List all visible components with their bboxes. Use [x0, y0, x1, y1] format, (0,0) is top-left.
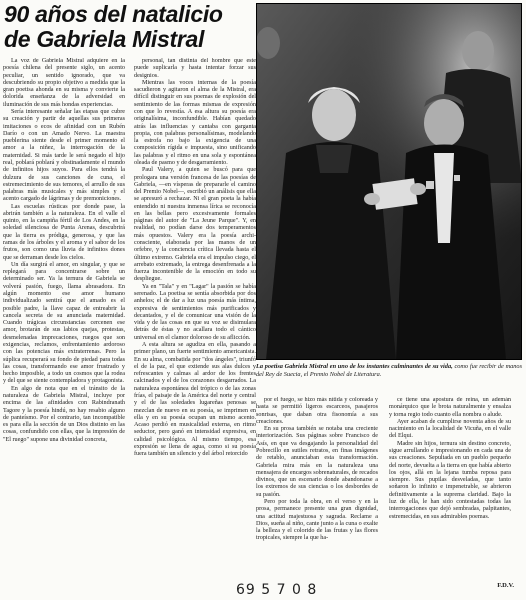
paragraph: ce tiene una apostura de reina, un ademán monárquico que le brota naturalmente y ensalza y torna regio todo cuanto ella nombra o alude. [389, 397, 511, 418]
paragraph: En su prosa también se notaba una creciente interiorización. Sus páginas sobre Francisco de Asís, en que va desgajando la personalidad del Pobrecillo en sutiles retratos, en finas imágenes de retablo, anunciaban esta transformación. Gabriela mira más en la naturaleza una mensajera de encargos sobrenaturales, de recados divinos, que un escenario donde abandonarse a los extremos de sus ciencias o los desbordes de su pasión. [256, 426, 378, 498]
author-signature: F.D.V. [497, 582, 514, 589]
photo-caption [256, 363, 522, 379]
article-column-4 [389, 397, 511, 589]
paragraph: A esta altura se agudiza en ella, pasando a primer plano, un fuerte sentimiento americanista. En su alma, combatida por "dos ángeles", triunfó el de la paz, el que extiende sus alas dulces y refrescantes y calmas al ardor de los frentes calcinados y el de los corazones desgarrados. La naturaleza espontánea del trópico o de las zonas frías, el paisaje de la América del norte y central y el de las soledades lugareñas penosas se mezclan de nuevo en su poesía, se imprimen en ella y en su poesía ocupan un mismo acento. Acaso perdió en musicalidad externa, en ritmo seductor, pero ganó en intensidad expresiva, en calidad psicológica. Al mismo tiempo, esa expresión se llena de agua, como si su poesía fuera también un silencio y del árbol retorcido [134, 341, 256, 458]
paragraph: Ya en "Tala" y en "Lagar" la pasión se había serenado. La poetisa se sentía absorbida por dos anhelos; el de dar a luz una poesía más íntima, expresiva de sentimientos más purificados y decantados, y el de comunicar una visión de la vida y de las cosas en que su voz se disimulara detrás de éstas y no acallara todo el cántico universal en el clamor doloroso de su aflicción. [134, 283, 256, 341]
paragraph: Madre sin hijos, ternura sin destino concreto, sigue arrullando e impresionando en cada una de sus creaciones. Sepultada en un pueblo pequeño del norte, devuelta a la tierra en que había abierto los ojos, allá en la lejana tumba reposa para siempre. Sus pupilas desveladas, que tanto soñaron lo infinito e impenetrable, se abrieron definitivamente a la suprema claridad. Bajo la luz de ella, le han sido contestadas todas las interrogaciones que dejó sembradas, palpitantes, estremecidas, en sus admirables poemas. [389, 440, 511, 520]
paragraph: Un día surgirá el amor, en singular, y que se replegará para concentrarse sobre un determinado ser. Ya la ternura de Gabriela se volverá pasión, fuego, llama abrasadora. En algún momento ese amor humano individualizado sentirá que el amado es el posible padre, la llave capaz de entreabrir la cancela secreta de su anunciada maternidad. Cuando trágicas circunstancias cercenen ese amor, brotarán de sus labios quejas, protestas, desmelenadas imprecaciones, ruegos que son exigencias, reclamos, enfrentamiento ardoroso con las potencias más extraterrenas. Pero la súplica recuperará su fondo de piedad para todas las cosas, transformando ese amor frustrado y hecho imposible, a todo un cosmos que la rodea y del que se siente contempladora y protagonista. [3, 261, 125, 385]
caption-rest: como fue recibir de manos del Rey de Suecia, el Premio Nobel de Literatura. [256, 363, 523, 378]
article-column-2 [134, 58, 256, 589]
paragraph: Paul Valery, a quien se buscó para que prologara una versión francesa de las poesías de Gabriela, —en vísperas de prepararle el camino del Premio Nobel—, escribió un análisis que ella se apresuró a rechazar. Ni el gran poeta la había entendido ni nuestra inmensa lírica se reconocía en las bellas pero excesivamente formales páginas del autor de "La Jeune Parque". Y, en realidad, no podían darse dos temperamentos más opuestos. Valery era la poesía archi-consciente, elaborada por las manos de un orfebre, y la conciencia crítica llevada hasta el último extremo. Gabriela era el impulso ciego, el arrebato extremado, la entrega desenfrenada a la fuerza incontenible de la emoción en todo su despliegue. [134, 167, 256, 283]
paragraph: Pero por toda la obra, en el verso y en la prosa, permanece presente una gran dignidad, una actitud majestuosa y sagrada. Reclame a Dios, sueña al niño, cante junto a la cuna o exalte la belleza y el colorido de las frutas y las flores tropicales, siempre la que ha- [256, 498, 378, 542]
page-headline: 90 años del natalicio de Gabriela Mistral [4, 1, 223, 52]
paragraph: por el fuego, se hizo más nítida y coloreada y hasta se permitió ligeros escarceos, pasajeros sonrisas, que daban otra fisonomía a sus creaciones. [256, 397, 378, 425]
paragraph: personal, tan distinta del hombre que este puede suplicarla y hasta intentar forzar sus designios. [134, 58, 256, 79]
caption-lead: La poetisa Gabriela Mistral en uno de los instantes culminantes de su vida, [256, 363, 453, 370]
paragraph: Ayer acaban de cumplirse noventa años de su nacimiento en la localidad de Vicuña, en el valle del Elqui. [389, 418, 511, 440]
paragraph: La voz de Gabriela Mistral adquiere en la poesía chilena del presente siglo, un acento peculiar, un sentido ignorado, que va descubriendo su propio objetivo a medida que la gran poetisa ahonda en su misma y convierte la dolorida enseñanza de la adversidad en iluminación de sus más hondas experiencias. [3, 58, 125, 108]
article-column-3 [256, 397, 378, 589]
paragraph: Mientras las voces internas de la poesía sacudieron y agitaron el alma de la Mistral, era difícil distinguir en sus poemas de explosión del sentimiento de las formas mismas de expresión con que lo revestía. A esa altura su poesía era originalísima, inconfundible. Habían quedado atrás las influencias y cantaba con garganta propia, con palabras personalísimas, modelando la estrofa no bajo la exigencia de una composición rígida e impuesta, sino unificando las palabras y el ritmo en una sola y espontánea oleada de pasmo y de desgarramiento. [134, 79, 256, 166]
paragraph: En algo de nota que en el tránsito de la naturaleza de Gabriela Mistral, incluye por encima de las afinidades con Rabindranath Tagore y la poesía hindú, no hay resabio alguno de panteísmo. Por el contrario, tan incompatible es para ella la sección de un Dios distinto en las cosas, confundido con ellas, que la impresión de "El ruego" supone una divinidad concreta, [3, 385, 125, 443]
archive-stamp: 69 5 7 0 8 [236, 582, 318, 598]
paragraph: Sería interesante señalar las etapas que cubre su creación y partir de aquellas sus primeras imitaciones o ecos de afinidad con un Rubén Darío o con un Amado Nervo. La maestra pueblerina siente desde el primer momento el amor a la niñez, la interrogación de la maternidad. Si más tarde le será negado el hijo real, poblará poblará y obstinadamente el mundo de infinitos hijos suyos. Para ellos tendrá la dulzura de sus canciones de cuna, el estremecimiento de sus temores, el arrullo de sus palabras más musicales y más simples y el acento cargado de lágrimas y de premoniciones. [3, 108, 125, 203]
news-photo [256, 3, 522, 360]
article-column-1 [3, 58, 125, 589]
paragraph: Las escuelas rústicas por donde pase, la abrirán también a la naturaleza. En el valle el quinto, en la campiña fértil de Los Andes, en la soledad silenciosa de Punta Arenas, descubrirá que la tierra es pródiga, generosa, y que las ramas de los árboles y el aroma y el sabor de los frutos, son como una lluvia de infinitos dones que se derraman desde los cielos. [3, 203, 125, 261]
